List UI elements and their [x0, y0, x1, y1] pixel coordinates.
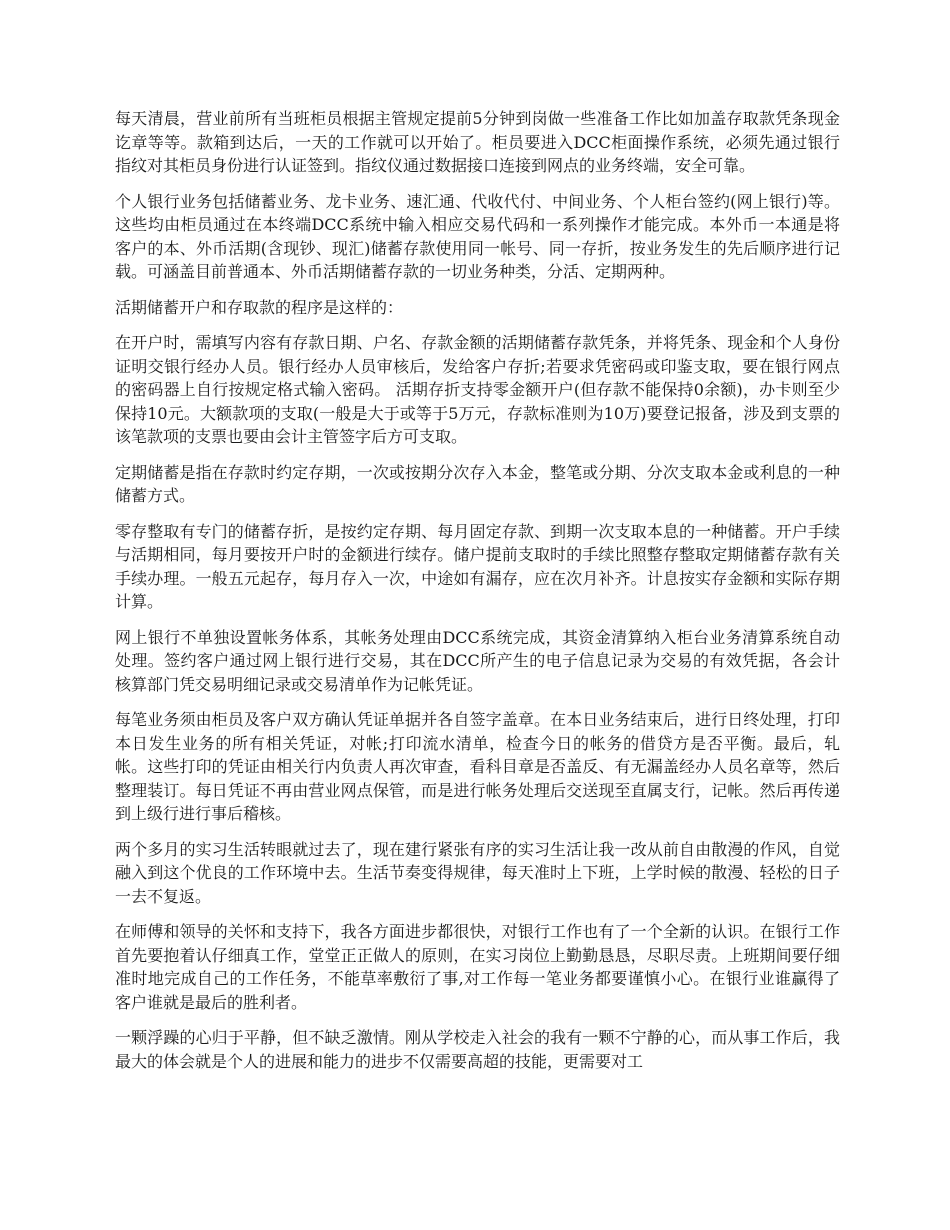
paragraph-installment-deposit: 零存整取有专门的储蓄存折，是按约定存期、每月固定存款、到期一次支取本息的一种储蓄。开户手续与活期相同，每月要按开户时的金额进行续存。储户提前支取时的手续比照整存整取定期储蓄存款有关手续办理。一般五元起存，每月存入一次，中途如有漏存，应在次月补齐。计息按实存金额和实际存期计算。	[115, 521, 840, 611]
paragraph-end-of-day: 每笔业务须由柜员及客户双方确认凭证单据并各自签字盖章。在本日业务结束后，进行日终处理，打印本日发生业务的所有相关凭证，对帐;打印流水清单，检查今日的帐务的借贷方是否平衡。最后，轧帐。这些打印的凭证由相关行内负责人再次审查，看科目章是否盖反、有无漏盖经办人员名章等，然后整理装订。每日凭证不再由营业网点保管，而是进行帐务处理后交送现至直属支行，记帐。然后再传递到上级行进行事后稽核。	[115, 710, 840, 823]
paragraph-fixed-deposit: 定期储蓄是指在存款时约定存期，一次或按期分次存入本金，整笔或分期、分次支取本金或利息的一种储蓄方式。	[115, 462, 840, 505]
paragraph-online-banking: 网上银行不单独设置帐务体系，其帐务处理由DCC系统完成，其资金清算纳入柜台业务清算系统自动处理。签约客户通过网上银行进行交易，其在DCC所产生的电子信息记录为交易的有效凭据，各会计核算部门凭交易明细记录或交易清单作为记帐凭证。	[115, 627, 840, 694]
paragraph-internship-life: 两个多月的实习生活转眼就过去了，现在建行紧张有序的实习生活让我一改从前自由散漫的作风，自觉融入到这个优良的工作环境中去。生活节奏变得规律，每天准时上下班，上学时候的散漫、轻松的日子一去不复返。	[115, 839, 840, 906]
paragraph-personal-banking: 个人银行业务包括储蓄业务、龙卡业务、速汇通、代收代付、中间业务、个人柜台签约(网上银行)等。这些均由柜员通过在本终端DCC系统中输入相应交易代码和一系列操作才能完成。本外币一本通是将客户的本、外币活期(含现钞、现汇)储蓄存款使用同一帐号、同一存折，按业务发生的先后顺序进行记载。可涵盖目前普通本、外币活期储蓄存款的一切业务种类，分活、定期两种。	[115, 191, 840, 281]
paragraph-progress: 在师傅和领导的关怀和支持下，我各方面进步都很快，对银行工作也有了一个全新的认识。在银行工作首先要抱着认仔细真工作，堂堂正正做人的原则，在实习岗位上勤勤恳恳，尽职尽责。上班期间要仔细准时地完成自己的工作任务，不能草率敷衍了事,对工作每一笔业务都要谨慎小心。在银行业谁赢得了客户谁就是最后的胜利者。	[115, 922, 840, 1012]
document-body	[115, 107, 840, 1085]
paragraph-account-opening: 在开户时，需填写内容有存款日期、户名、存款金额的活期储蓄存款凭条，并将凭条、现金和个人身份证明交银行经办人员。银行经办人员审核后，发给客户存折;若要求凭密码或印鉴支取，要在银行网点的密码器上自行按规定格式输入密码。 活期存折支持零金额开户(但存款不能保持0余额)，办卡则至少保持10元。大额款项的支取(一般是大于或等于5万元，存款标准则为10万)要登记报备，涉及到支票的该笔款项的支票也要由会计主管签字后方可支取。	[115, 333, 840, 446]
paragraph-morning-prep: 每天清晨，营业前所有当班柜员根据主管规定提前5分钟到岗做一些准备工作比如加盖存取款凭条现金讫章等等。款箱到达后，一天的工作就可以开始了。柜员要进入DCC柜面操作系统，必须先通过银行指纹对其柜员身份进行认证签到。指纹仪通过数据接口连接到网点的业务终端，安全可靠。	[115, 109, 840, 175]
paragraph-demand-deposit-intro: 活期储蓄开户和存取款的程序是这样的：	[115, 297, 404, 317]
paragraph-reflection: 一颗浮躁的心归于平静，但不缺乏激情。刚从学校走入社会的我有一颗不宁静的心，而从事工作后，我最大的体会就是个人的进展和能力的进步不仅需要高超的技能，更需要对工	[115, 1028, 840, 1071]
